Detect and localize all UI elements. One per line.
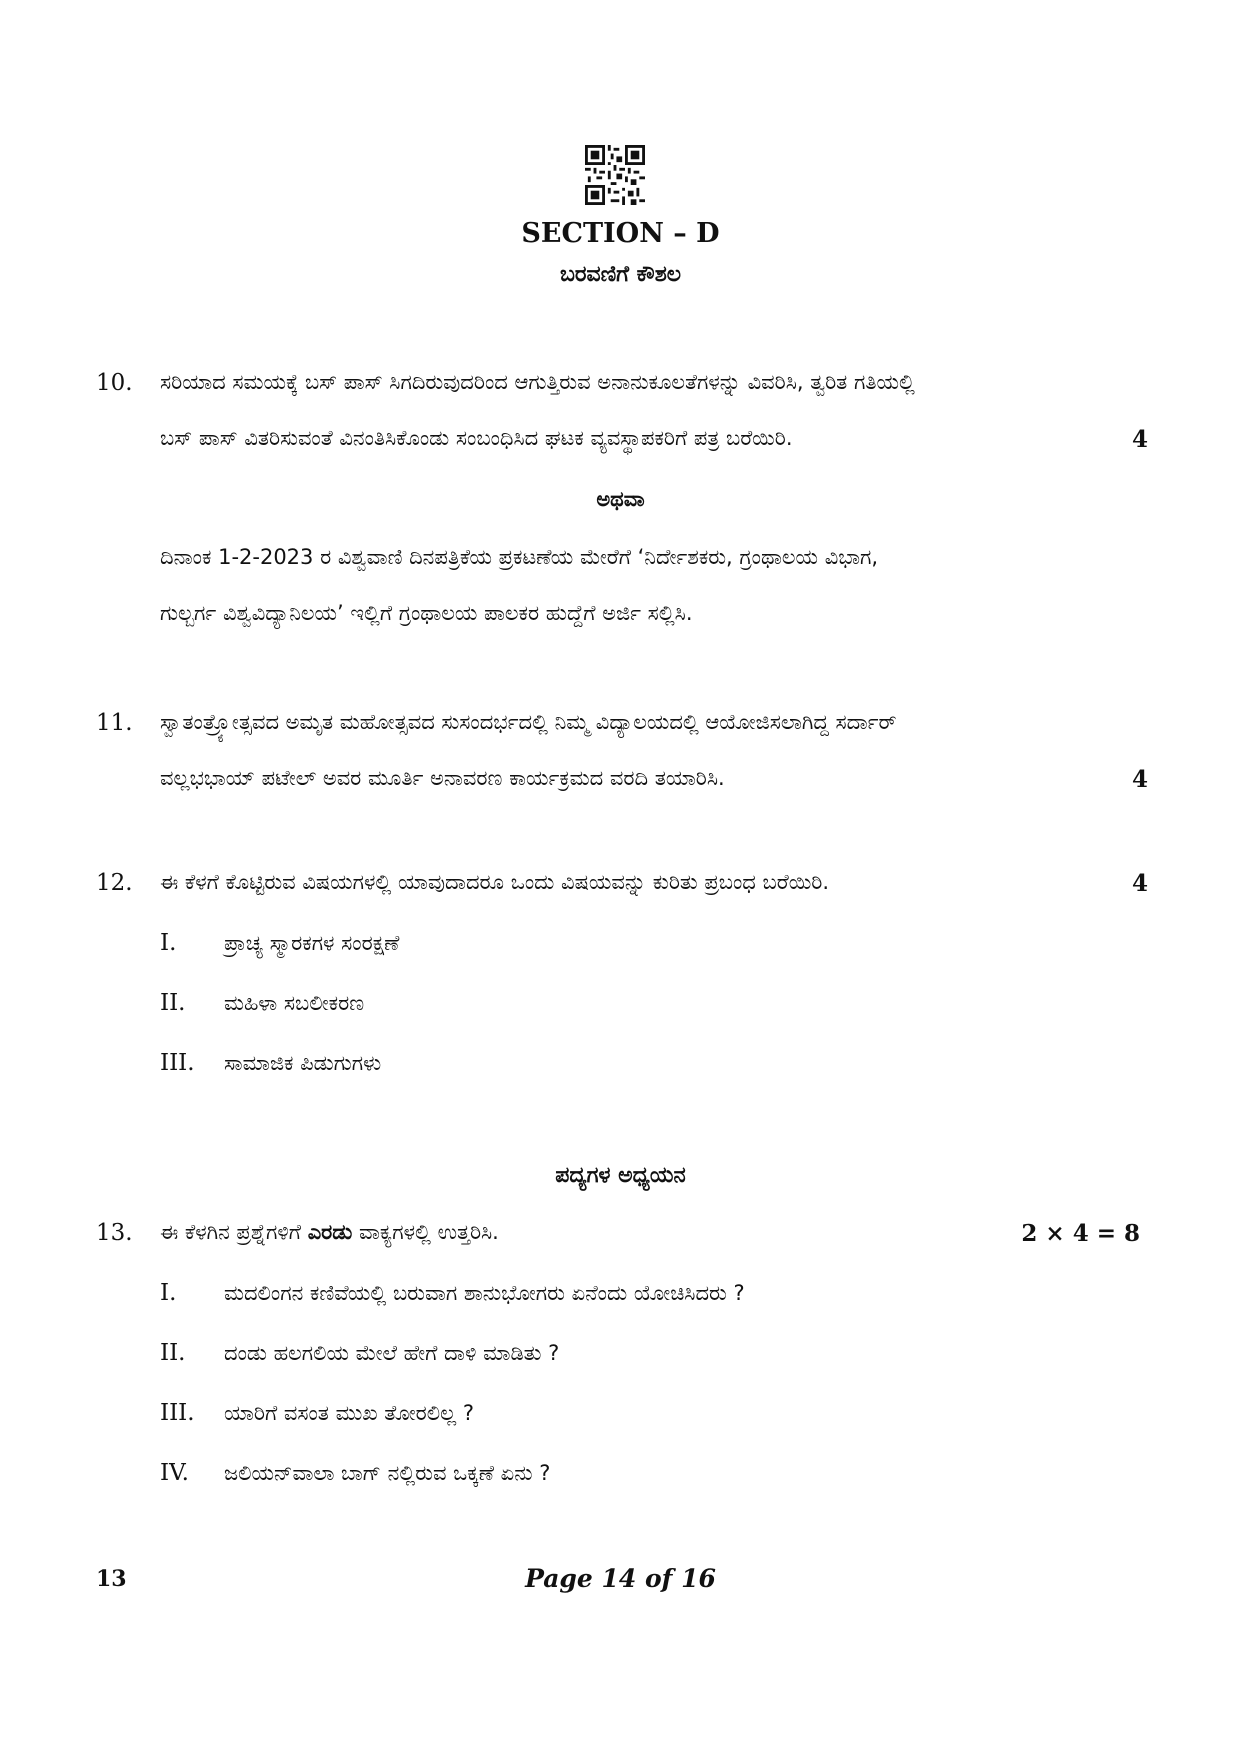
question-text-part: ವಾಕ್ಯಗಳಲ್ಲಿ ಉತ್ತರಿಸಿ. bbox=[352, 1220, 499, 1244]
question-text-line: ಗುಲ್ಬರ್ಗ ವಿಶ್ವವಿದ್ಯಾನಿಲಯ’ ಇಲ್ಲಿಗೆ ಗ್ರಂಥಾಲಯ ಪಾಲಕರ ಹುದ್ದೆಗೆ ಅರ್ಜಿ ಸಲ್ಲಿಸಿ. bbox=[160, 601, 693, 625]
question-text-line: ವಲ್ಲಭಭಾಯ್ ಪಟೇಲ್ ಅವರ ಮೂರ್ತಿ ಅನಾವರಣ ಕಾರ್ಯಕ್ರಮದ ವರದಿ ತಯಾರಿಸಿ. bbox=[160, 766, 725, 790]
paper-code: 13 bbox=[96, 1566, 127, 1592]
page-number: Page 14 of 16 bbox=[525, 1564, 716, 1593]
roman-numeral: III. bbox=[160, 1050, 195, 1076]
list-item bbox=[160, 930, 399, 956]
roman-numeral: II. bbox=[160, 990, 186, 1016]
question-marks: 4 bbox=[1131, 766, 1148, 793]
question-marks: 4 bbox=[1131, 426, 1148, 453]
qr-code-icon bbox=[585, 145, 645, 205]
question-marks: 4 bbox=[1131, 870, 1148, 897]
list-item-text: ಜಲಿಯನ್‌ವಾಲಾ ಬಾಗ್ ನಲ್ಲಿರುವ ಒಕ್ಕಣೆ ಏನು ? bbox=[224, 1461, 551, 1485]
roman-numeral: I. bbox=[160, 1280, 177, 1306]
question-number: 11. bbox=[96, 710, 133, 736]
roman-numeral: III. bbox=[160, 1400, 195, 1426]
question-text-line: ದಿನಾಂಕ 1-2-2023 ರ ವಿಶ್ವವಾಣಿ ದಿನಪತ್ರಿಕೆಯ ಪ್ರಕಟಣೆಯ ಮೇರೆಗೆ ‘ನಿರ್ದೇಶಕರು, ಗ್ರಂಥಾಲಯ ವಿಭಾಗ, bbox=[160, 545, 879, 569]
poetry-heading: ಪದ್ಯಗಳ ಅಧ್ಯಯನ bbox=[555, 1163, 686, 1188]
list-item-text: ಮದಲಿಂಗನ ಕಣಿವೆಯಲ್ಲಿ ಬರುವಾಗ ಶಾನುಭೋಗರು ಏನೆಂದು ಯೋಚಿಸಿದರು ? bbox=[224, 1281, 745, 1305]
list-item bbox=[160, 990, 364, 1016]
question-number: 13. bbox=[96, 1220, 133, 1246]
list-item bbox=[160, 1400, 474, 1426]
section-subtitle: ಬರವಣಿಗೆ ಕೌಶಲ bbox=[559, 262, 682, 287]
roman-numeral: IV. bbox=[160, 1460, 189, 1486]
section-title: SECTION – D bbox=[521, 218, 720, 249]
question-text-line: ಬಸ್ ಪಾಸ್ ವಿತರಿಸುವಂತೆ ವಿನಂತಿಸಿಕೊಂಡು ಸಂಬಂಧಿಸಿದ ಘಟಕ ವ್ಯವಸ್ಥಾಪಕರಿಗೆ ಪತ್ರ ಬರೆಯಿರಿ. bbox=[160, 426, 793, 450]
list-item bbox=[160, 1340, 559, 1366]
question-text-line: ಈ ಕೆಳಗೆ ಕೊಟ್ಟಿರುವ ವಿಷಯಗಳಲ್ಲಿ ಯಾವುದಾದರೂ ಒಂದು ವಿಷಯವನ್ನು ಕುರಿತು ಪ್ರಬಂಧ ಬರೆಯಿರಿ. bbox=[160, 870, 830, 894]
list-item bbox=[160, 1050, 381, 1076]
question-number: 10. bbox=[96, 370, 133, 396]
list-item bbox=[160, 1460, 550, 1486]
or-label: ಅಥವಾ bbox=[596, 487, 645, 511]
roman-numeral: I. bbox=[160, 930, 177, 956]
roman-numeral: II. bbox=[160, 1340, 186, 1366]
question-marks: 2 × 4 = 8 bbox=[1021, 1220, 1140, 1247]
question-number: 12. bbox=[96, 870, 133, 896]
list-item bbox=[160, 1280, 745, 1306]
question-text-part: ಈ ಕೆಳಗಿನ ಪ್ರಶ್ನೆಗಳಿಗೆ bbox=[160, 1220, 308, 1244]
list-item-text: ಮಹಿಳಾ ಸಬಲೀಕರಣ bbox=[224, 991, 365, 1015]
question-text-emphasis: ಎರಡು bbox=[307, 1220, 353, 1244]
question-text-line: ಸ್ವಾತಂತ್ರ್ಯೋತ್ಸವದ ಅಮೃತ ಮಹೋತ್ಸವದ ಸುಸಂದರ್ಭದಲ್ಲಿ ನಿಮ್ಮ ವಿದ್ಯಾಲಯದಲ್ಲಿ ಆಯೋಜಿಸಲಾಗಿದ್ದ ಸರ್ದಾರ್ bbox=[160, 710, 897, 734]
list-item-text: ಪ್ರಾಚ್ಯ ಸ್ಮಾರಕಗಳ ಸಂರಕ್ಷಣೆ bbox=[224, 931, 400, 955]
question-text-line bbox=[160, 1220, 499, 1245]
list-item-text: ಸಾಮಾಜಿಕ ಪಿಡುಗುಗಳು bbox=[224, 1051, 382, 1075]
list-item-text: ದಂಡು ಹಲಗಲಿಯ ಮೇಲೆ ಹೇಗೆ ದಾಳಿ ಮಾಡಿತು ? bbox=[224, 1341, 560, 1365]
question-text-line: ಸರಿಯಾದ ಸಮಯಕ್ಕೆ ಬಸ್ ಪಾಸ್ ಸಿಗದಿರುವುದರಿಂದ ಆಗುತ್ತಿರುವ ಅನಾನುಕೂಲತೆಗಳನ್ನು ವಿವರಿಸಿ, ತ್ವರಿತ ಗತಿಯಲ್ಲಿ bbox=[160, 370, 915, 394]
list-item-text: ಯಾರಿಗೆ ವಸಂತ ಮುಖ ತೋರಲಿಲ್ಲ ? bbox=[224, 1401, 475, 1425]
